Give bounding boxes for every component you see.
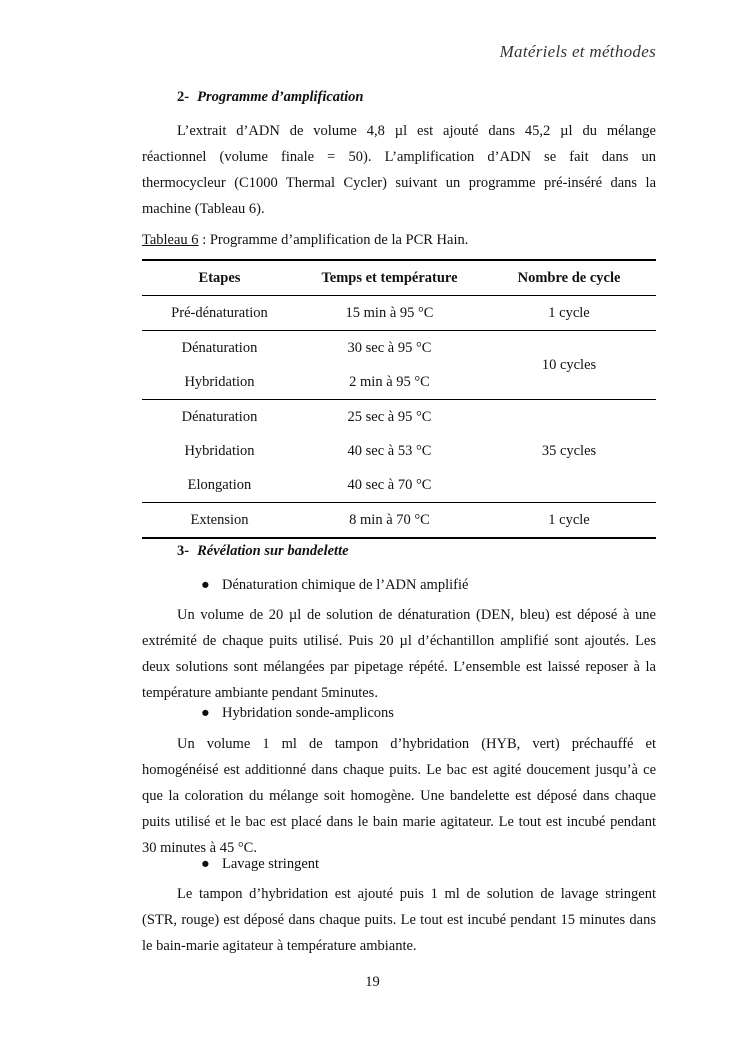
bullet-item <box>201 705 394 722</box>
cell-step: Elongation <box>142 468 297 503</box>
header-etapes: Etapes <box>142 260 297 296</box>
paragraph-line: 30 minutes à 45 °C. <box>142 840 257 856</box>
paragraph-amplification <box>142 118 656 222</box>
cell-time: 40 sec à 70 °C <box>297 468 482 503</box>
table-caption-text: : Programme d’amplification de la PCR Hain. <box>198 232 469 248</box>
paragraph-line: machine (Tableau 6). <box>142 201 265 217</box>
bullet-item <box>201 577 468 594</box>
bullet-text: Lavage stringent <box>222 856 320 872</box>
bullet-icon: ● <box>201 577 210 593</box>
cell-cycles: 1 cycle <box>482 503 656 539</box>
paragraph-line: Un volume de 20 µl de solution de dénaturation (DEN, bleu) est déposé à une <box>177 607 656 623</box>
paragraph-lavage <box>142 881 656 959</box>
table-row <box>142 331 656 366</box>
header-temps-temperature: Temps et température <box>297 260 482 296</box>
page-number: 19 <box>365 974 380 990</box>
bullet-text: Hybridation sonde-amplicons <box>222 705 394 721</box>
cell-step: Extension <box>142 503 297 539</box>
paragraph-hybridation <box>142 731 656 861</box>
cell-step: Dénaturation <box>181 408 258 425</box>
paragraph-line: homogénéisé est additionné dans chaque puits. Le bac est agité doucement jusqu’à ce <box>142 762 656 778</box>
paragraph-line: thermocycleur (C1000 Thermal Cycler) suivant un programme pré-inséré dans la <box>142 175 656 191</box>
header-nombre-cycle: Nombre de cycle <box>482 260 656 296</box>
paragraph-line: extrémité de chaque puits utilisé. Puis 20 µl d’échantillon amplifié sont ajoutés. Les <box>142 633 656 649</box>
paragraph-line: réactionnel (volume finale = 50). L’amplification d’ADN se fait dans un <box>142 149 656 165</box>
section-heading-2 <box>177 89 363 106</box>
table-row <box>142 400 656 435</box>
running-header: Matériels et méthodes <box>499 42 656 61</box>
paragraph-line: Le tampon d’hybridation est ajouté puis 1 ml de solution de lavage stringent <box>177 886 656 902</box>
cell-time: 25 sec à 95 °C <box>347 408 432 425</box>
section-title: Programme d’amplification <box>197 89 364 105</box>
paragraph-line: (STR, rouge) est déposé dans chaque puits. Le tout est incubé pendant 15 minutes dans <box>142 912 656 928</box>
cell-cycles: 1 cycle <box>482 296 656 331</box>
bullet-text: Dénaturation chimique de l’ADN amplifié <box>222 577 469 593</box>
cell-step: Hybridation <box>142 365 297 400</box>
section-title: Révélation sur bandelette <box>197 543 349 559</box>
cell-time: 40 sec à 53 °C <box>347 442 432 459</box>
cell-step: Hybridation <box>184 442 255 459</box>
table-row <box>142 296 656 331</box>
cell-cycles: 10 cycles <box>482 331 656 400</box>
paragraph-line: Un volume 1 ml de tampon d’hybridation (HYB, vert) préchauffé et <box>177 736 656 752</box>
cell-step: Dénaturation <box>181 339 258 356</box>
cell-cycles: 35 cycles <box>482 400 656 503</box>
bullet-icon: ● <box>201 856 210 872</box>
table-row <box>142 503 656 539</box>
cell-time: 8 min à 70 °C <box>297 503 482 539</box>
cell-step: Pré-dénaturation <box>142 296 297 331</box>
bullet-item <box>201 856 319 873</box>
paragraph-line: deux solutions sont mélangées par pipetage répété. L’ensemble est laissé reposer à la <box>142 659 656 675</box>
cell-time: 15 min à 95 °C <box>297 296 482 331</box>
paragraph-line: température ambiante pendant 5minutes. <box>142 685 378 701</box>
table-caption <box>142 232 468 249</box>
section-heading-3 <box>177 543 349 560</box>
cell-time: 2 min à 95 °C <box>297 365 482 400</box>
paragraph-line: le bain-marie agitateur à température ambiante. <box>142 938 417 954</box>
paragraph-line: L’extrait d’ADN de volume 4,8 µl est ajouté dans 45,2 µl du mélange <box>177 123 656 139</box>
pcr-program-table <box>142 259 656 539</box>
cell-time: 30 sec à 95 °C <box>347 339 432 356</box>
bullet-icon: ● <box>201 705 210 721</box>
paragraph-line: que la coloration du mélange soit homogène. Une bandelette est déposé dans chaque <box>142 788 656 804</box>
table-header-row <box>142 260 656 296</box>
section-number: 3- <box>177 543 190 559</box>
paragraph-line: puits utilisé et le bac est placé dans le bain marie agitateur. Le tout est incubé pendant <box>142 814 656 830</box>
paragraph-denaturation <box>142 602 656 706</box>
table-caption-label: Tableau 6 <box>142 232 199 248</box>
section-number: 2- <box>177 89 190 105</box>
